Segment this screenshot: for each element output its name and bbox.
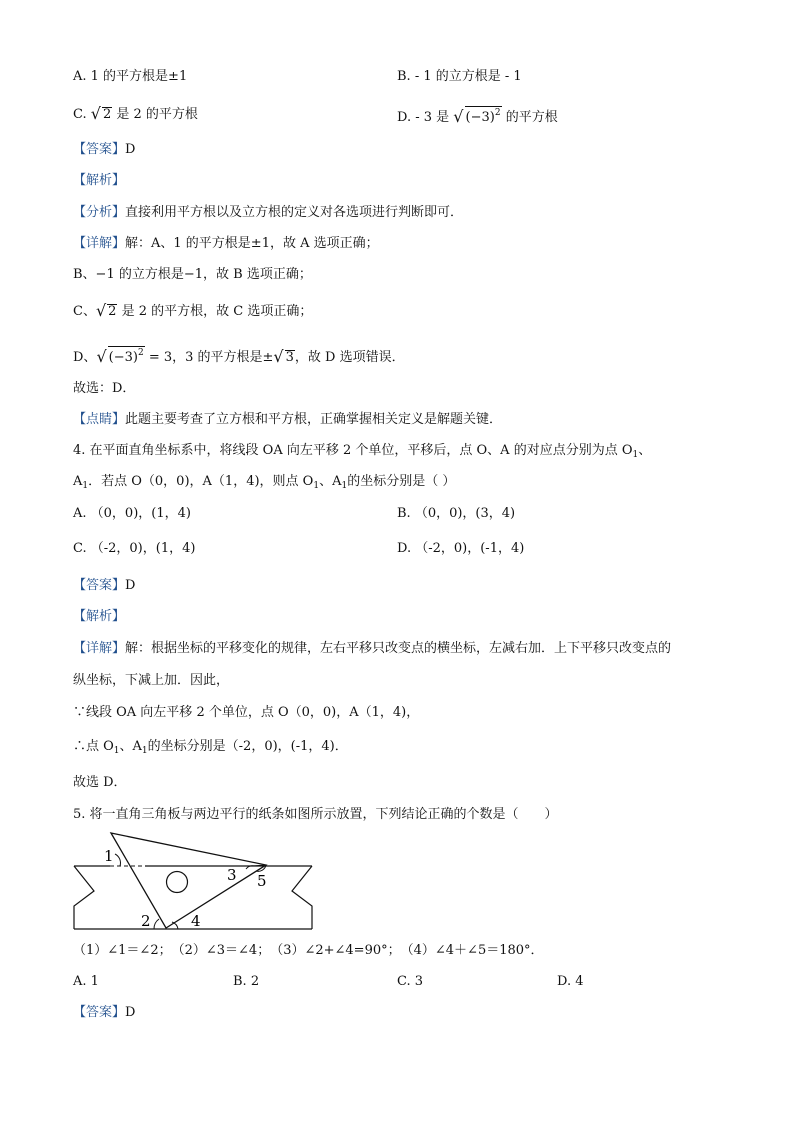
q4-option-a: A. （0，0)，(1，4): [73, 506, 191, 521]
q3-option-d: [397, 106, 558, 125]
sqrt-symbol: √: [273, 347, 284, 366]
q3-option-d-prefix: D. - 3 是: [397, 110, 450, 125]
q4-detail-line-1: 【详解】解：根据坐标的平移变化的规律，左右平移只改变点的横坐标，左减右加．上下平移只改变点的: [73, 641, 672, 656]
q3-detail-line-3: C、√ 2 是 2 的平方根，故 C 选项正确；: [73, 301, 313, 320]
angle-label-4: 4: [191, 912, 201, 930]
q4-option-d: D. （-2，0)，(-1，4): [397, 541, 525, 556]
triangle-set-square: [111, 833, 266, 928]
q4-answer: 【答案】D: [73, 578, 136, 593]
q5-option-c: C. 3: [397, 974, 424, 989]
q5-option-a: A. 1: [73, 974, 99, 989]
q4-because: ∵线段 OA 向左平移 2 个单位，点 O（0，0)，A（1，4)，: [73, 705, 420, 720]
q3-option-c-radicand: 2: [102, 107, 112, 122]
q5-figure: [70, 828, 320, 934]
angle-label-3: 3: [227, 866, 237, 884]
sqrt-symbol: √: [453, 107, 464, 126]
q3-option-c: [73, 106, 198, 122]
q3-option-c-suffix: 是 2 的平方根: [116, 107, 198, 122]
sqrt-symbol: √: [95, 301, 107, 320]
q3-option-d-radicand: $(-3)^2$: [465, 108, 501, 125]
q5-option-d: D. 4: [557, 974, 584, 989]
q4-analysis-heading: 【解析】: [73, 609, 126, 624]
q3-comment: 【点睛】此题主要考查了立方根和平方根，正确掌握相关定义是解题关键．: [73, 412, 503, 427]
q3-option-c-prefix: C.: [73, 107, 87, 122]
q5-answer: 【答案】D: [73, 1005, 136, 1020]
q3-detail-line-2: B、−1 的立方根是−1，故 B 选项正确；: [73, 267, 312, 282]
q3-option-b: B. - 1 的立方根是 - 1: [397, 69, 522, 84]
angle-1-arc: [115, 854, 120, 866]
q5-stem: 5. 将一直角三角板与两边平行的纸条如图所示放置，下列结论正确的个数是（ ）: [73, 807, 558, 822]
q4-therefore: ∴点 $O_1$、$A_1$的坐标分别是（-2，0)，(-1，4)．: [73, 739, 348, 756]
q4-stem-line-2: $A_1$．若点 O（0，0)，A（1，4)，则点 $O_1$、$A_1$的坐标分别是（ ）: [73, 474, 456, 491]
q3-fenxi: 【分析】直接利用平方根以及立方根的定义对各选项进行判断即可．: [73, 205, 464, 220]
sqrt-symbol: √: [96, 347, 107, 366]
angle-label-5: 5: [257, 872, 267, 890]
q3-option-a: A. 1 的平方根是±1: [73, 69, 188, 84]
q5-option-b: B. 2: [233, 974, 260, 989]
q5-statements: （1）∠1＝∠2； （2）∠3＝∠4； （3）∠2+∠4=90°； （4）∠4＋∠5＝180°．: [73, 943, 544, 958]
q3-answer: 【答案】D: [73, 142, 136, 157]
q4-option-c: C. （-2，0)，(1，4): [73, 541, 196, 556]
q3-choose: 故选：D．: [73, 381, 136, 396]
sqrt-symbol: √: [90, 104, 101, 123]
q3-option-d-suffix: 的平方根: [505, 110, 558, 125]
strip-right-torn-edge: [292, 866, 312, 929]
q4-choose: 故选 D．: [73, 775, 127, 790]
triangle-hole: [167, 872, 188, 893]
q3-detail-line-1: 【详解】解：A、1 的平方根是±1，故 A 选项正确；: [73, 236, 379, 251]
q3-detail-line-4: D、√ $(-3)^2 = 3$，3 的平方根是±√ 3，故 D 选项错误．: [73, 347, 405, 366]
strip-left-torn-edge: [74, 866, 94, 929]
q3-analysis-heading: 【解析】: [73, 173, 126, 188]
q4-detail-line-2: 纵坐标，下减上加．因此，: [73, 673, 230, 688]
q4-stem-line-1: 4. 在平面直角坐标系中，将线段 OA 向左平移 2 个单位，平移后，点 O、A 的对应点分别为点 $O_1$、: [73, 443, 652, 460]
angle-2-arc: [154, 919, 159, 929]
q4-option-b: B. （0，0)，(3，4): [397, 506, 516, 521]
angle-label-2: 2: [141, 912, 151, 930]
angle-label-1: 1: [104, 847, 114, 865]
